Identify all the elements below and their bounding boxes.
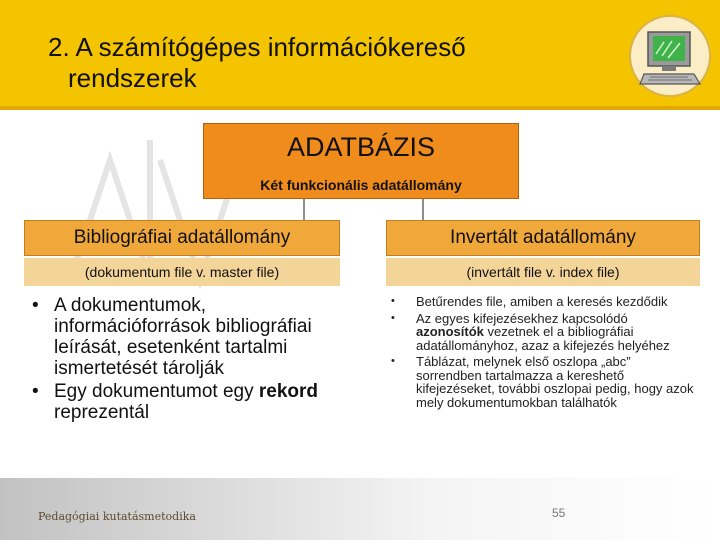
bullet-icon: •: [32, 295, 39, 316]
bullet-icon: •: [391, 295, 395, 307]
right-column-heading: Invertált adatállomány: [386, 220, 700, 256]
list-item-bold-term: rekord: [258, 381, 319, 402]
list-item: [388, 312, 694, 353]
slide-title-line-2: rendszerek: [68, 63, 197, 93]
list-item-text: Táblázat, melynek első oszlopa „abc” sorrendben tartalmazza a kereshető kifejezéseket, további oszlopai pedig, hogy azok mely dokumentumokban találhatók: [416, 354, 694, 410]
left-column-heading: Bibliográfiai adatállomány: [24, 220, 340, 256]
list-item: [32, 295, 332, 379]
bullet-icon: •: [391, 311, 395, 324]
list-item: [388, 355, 694, 409]
database-subtitle: Két funkcionális adatállomány: [260, 177, 462, 193]
bullet-icon: •: [391, 355, 395, 367]
bullet-icon: •: [32, 381, 39, 402]
list-item-text-prefix: Egy dokumentumot egy: [54, 381, 259, 402]
list-item-text-prefix: Az egyes kifejezésekhez kapcsolódó: [416, 310, 628, 326]
list-item-text: Betűrendes file, amiben a keresés kezdődik: [416, 294, 668, 309]
list-item-bold-term: azonosítók: [416, 324, 484, 339]
page-number: 55: [552, 506, 566, 520]
list-item: [388, 295, 694, 309]
list-item-text-suffix: vezetnek el a bibliográfiai adatállományhoz, azaz a kifejezés helyéhez: [416, 324, 670, 353]
database-box: [203, 123, 519, 199]
database-title: ADATBÁZIS: [286, 132, 436, 162]
list-item-text-suffix: reprezentál: [54, 402, 150, 423]
list-item: [32, 381, 332, 423]
footer-text: Pedagógiai kutatásmetodika: [38, 510, 196, 523]
left-bullet-list: [32, 295, 332, 425]
right-column-subheading: (invertált file v. index file): [386, 258, 700, 286]
slide-title-line-1: 2. A számítógépes információkereső: [48, 32, 466, 62]
right-bullet-list: [388, 295, 694, 412]
footer-bar: [0, 478, 720, 540]
list-item-text: A dokumentumok, információforrások bibliográfiai leírását, esetenként tartalmi ismertetését tárolják: [54, 295, 312, 379]
left-column-subheading: (dokumentum file v. master file): [24, 258, 340, 286]
